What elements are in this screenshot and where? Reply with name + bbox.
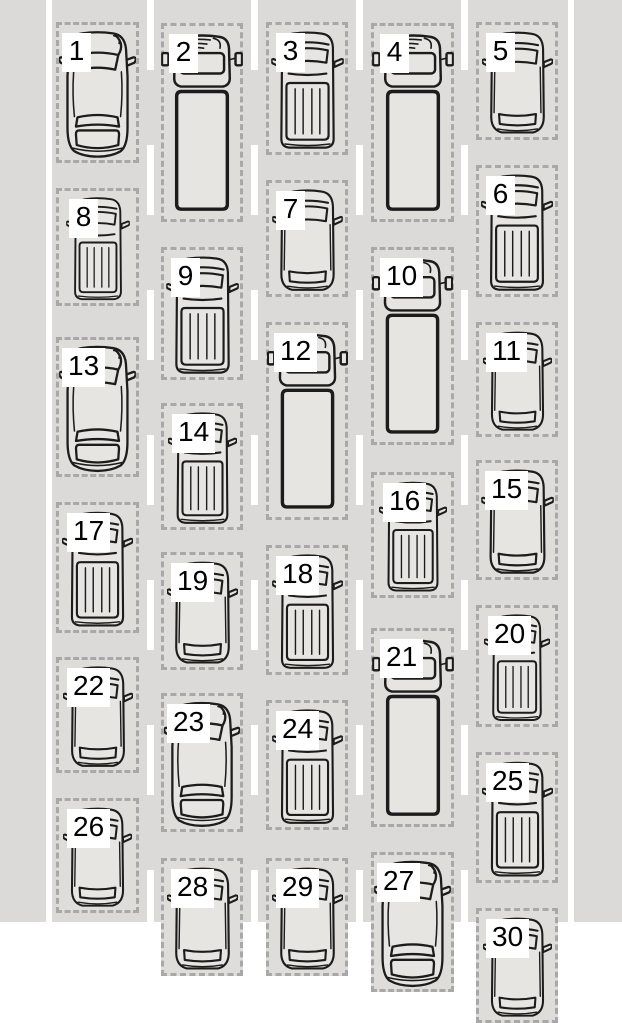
spot-number-label: 9: [171, 258, 200, 297]
spot-number-label: 2: [169, 34, 198, 73]
parking-spot-3[interactable]: [266, 22, 348, 155]
lane-line-dashed: [356, 0, 363, 922]
parking-spot-21[interactable]: [371, 628, 454, 827]
parking-spot-18[interactable]: [266, 545, 348, 675]
spot-number-label: 25: [486, 763, 529, 802]
parking-spot-28[interactable]: [161, 858, 243, 976]
spot-number-label: 22: [67, 668, 110, 707]
parking-spot-27[interactable]: [371, 852, 454, 992]
parking-spot-17[interactable]: [56, 502, 139, 633]
parking-spot-25[interactable]: [476, 752, 558, 883]
spot-number-label: 3: [276, 33, 305, 72]
spot-number-label: 20: [488, 616, 531, 655]
spot-number-label: 18: [276, 556, 319, 595]
lane-line-dashed: [251, 0, 258, 922]
lane-line-solid: [46, 0, 52, 922]
parking-spot-23[interactable]: [161, 693, 243, 832]
parking-spot-24[interactable]: [266, 700, 348, 830]
spot-number-label: 17: [67, 513, 110, 552]
spot-number-label: 16: [383, 483, 426, 522]
parking-spot-30[interactable]: [476, 908, 558, 1023]
parking-spot-22[interactable]: [56, 657, 139, 773]
parking-spot-19[interactable]: [161, 552, 243, 670]
parking-spot-16[interactable]: [371, 472, 454, 598]
spot-number-label: 8: [69, 199, 98, 238]
spot-number-label: 15: [485, 471, 528, 510]
spot-number-label: 24: [276, 711, 319, 750]
spot-number-label: 30: [486, 919, 529, 958]
parking-spot-26[interactable]: [56, 798, 139, 913]
parking-spot-14[interactable]: [161, 403, 243, 530]
parking-spot-13[interactable]: [56, 337, 139, 477]
spot-number-label: 27: [377, 863, 420, 902]
parking-spot-9[interactable]: [161, 247, 243, 380]
spot-number-label: 4: [380, 34, 409, 73]
parking-spot-6[interactable]: [476, 165, 558, 297]
parking-spot-20[interactable]: [476, 605, 558, 727]
spot-number-label: 13: [62, 348, 105, 387]
parking-spot-10[interactable]: [371, 247, 454, 445]
parking-spot-5[interactable]: [476, 22, 558, 140]
spot-number-label: 6: [486, 176, 515, 215]
parking-spot-15[interactable]: [476, 460, 558, 580]
parking-spot-12[interactable]: [266, 322, 348, 520]
spot-number-label: 10: [380, 258, 423, 297]
spot-number-label: 5: [486, 33, 515, 72]
spot-number-label: 19: [171, 563, 214, 602]
parking-spot-2[interactable]: [161, 23, 243, 222]
spot-number-label: 28: [171, 869, 214, 908]
lane-line-dashed: [461, 0, 468, 922]
parking-spot-8[interactable]: [56, 188, 139, 306]
spot-number-label: 29: [276, 869, 319, 908]
spot-number-label: 21: [380, 639, 423, 678]
spot-number-label: 7: [276, 191, 305, 230]
spot-number-label: 14: [172, 414, 215, 453]
spot-number-label: 11: [486, 333, 527, 372]
parking-spot-7[interactable]: [266, 180, 348, 297]
parking-spot-29[interactable]: [266, 858, 348, 976]
parking-spot-1[interactable]: [56, 22, 139, 163]
spot-number-label: 12: [274, 333, 317, 372]
parking-spot-11[interactable]: [476, 322, 558, 437]
parking-spot-4[interactable]: [371, 23, 454, 222]
spot-number-label: 26: [67, 809, 110, 848]
lane-line-dashed: [147, 0, 154, 922]
lane-line-solid: [568, 0, 574, 922]
spot-number-label: 1: [62, 33, 91, 72]
spot-number-label: 23: [167, 704, 210, 743]
